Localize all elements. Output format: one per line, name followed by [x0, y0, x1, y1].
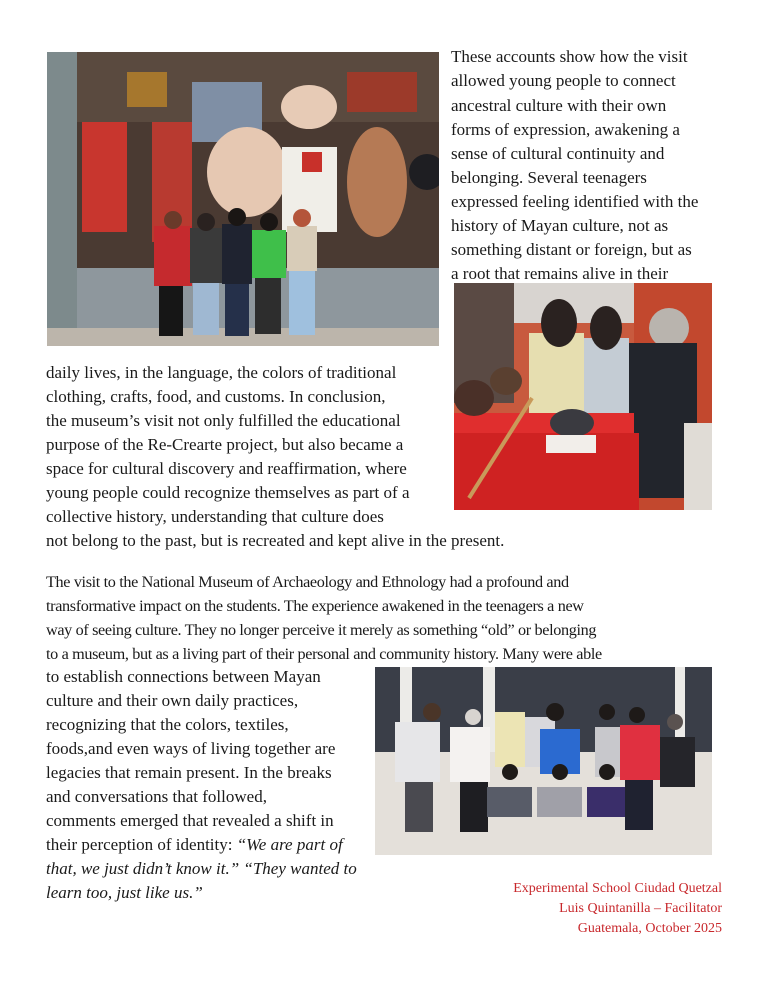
mural-photo-illustration	[47, 52, 439, 346]
quote-italic: that, we just didn’t know it.” “They wanted to	[46, 859, 357, 878]
quote-line	[46, 881, 203, 905]
text-line: comments emerged that revealed a shift in	[46, 811, 334, 830]
text-line: young people could recognize themselves as part of a	[46, 483, 410, 502]
text-line: not belong to the past, but is recreated and kept alive in the present.	[46, 531, 505, 550]
text-line: legacies that remain present. In the breaks	[46, 763, 332, 782]
text-line: space for cultural discovery and reaffirmation, where	[46, 459, 407, 478]
text-line: ancestral culture with their own	[451, 96, 667, 115]
text-line: forms of expression, awakening a	[451, 120, 680, 139]
text-line: something distant or foreign, but as	[451, 240, 692, 259]
text-line: culture and their own daily practices,	[46, 691, 299, 710]
photo-group-courtyard	[375, 667, 712, 855]
text-line: recognizing that the colors, textiles,	[46, 715, 289, 734]
text-line: way of seeing culture. They no longer perceive it merely as something “old” or belonging	[46, 621, 597, 639]
text-line: belonging. Several teenagers	[451, 168, 647, 187]
text-line: These accounts show how the visit	[451, 47, 688, 66]
text-line: transformative impact on the students. The experience awakened in the teenagers a new	[46, 597, 584, 615]
signature-facilitator: Luis Quintanilla – Facilitator	[559, 901, 722, 916]
text-line: The visit to the National Museum of Archaeology and Ethnology had a profound and	[46, 573, 569, 591]
text-line: daily lives, in the language, the colors of traditional	[46, 363, 397, 382]
photo-display-case	[454, 283, 712, 510]
display-case-illustration	[454, 283, 712, 510]
text-line: history of Mayan culture, not as	[451, 216, 669, 235]
photo-students-mural	[47, 52, 439, 346]
quote-italic: learn too, just like us.”	[46, 883, 203, 902]
quote-line	[46, 857, 357, 881]
text-line: collective history, understanding that culture does	[46, 507, 384, 526]
text-line: foods,and even ways of living together are	[46, 739, 336, 758]
text-line: allowed young people to connect	[451, 71, 676, 90]
text-plain: their perception of identity:	[46, 835, 237, 854]
text-line: a root that remains alive in their	[451, 264, 669, 283]
text-line: expressed feeling identified with the	[451, 192, 699, 211]
text-line: sense of cultural continuity and	[451, 144, 665, 163]
quote-italic: “We are part of	[236, 835, 343, 854]
text-line-with-quote	[46, 833, 343, 857]
text-line: clothing, crafts, food, and customs. In conclusion,	[46, 387, 386, 406]
group-photo-illustration	[375, 667, 712, 855]
signature-place-date: Guatemala, October 2025	[577, 921, 722, 936]
text-line: and conversations that followed,	[46, 787, 267, 806]
signature-school: Experimental School Ciudad Quetzal	[513, 881, 722, 896]
text-line: the museum’s visit not only fulfilled the educational	[46, 411, 401, 430]
text-line: purpose of the Re-Crearte project, but also became a	[46, 435, 404, 454]
text-line: to a museum, but as a living part of their personal and community history. Many were able	[46, 645, 602, 663]
text-line: to establish connections between Mayan	[46, 667, 321, 686]
